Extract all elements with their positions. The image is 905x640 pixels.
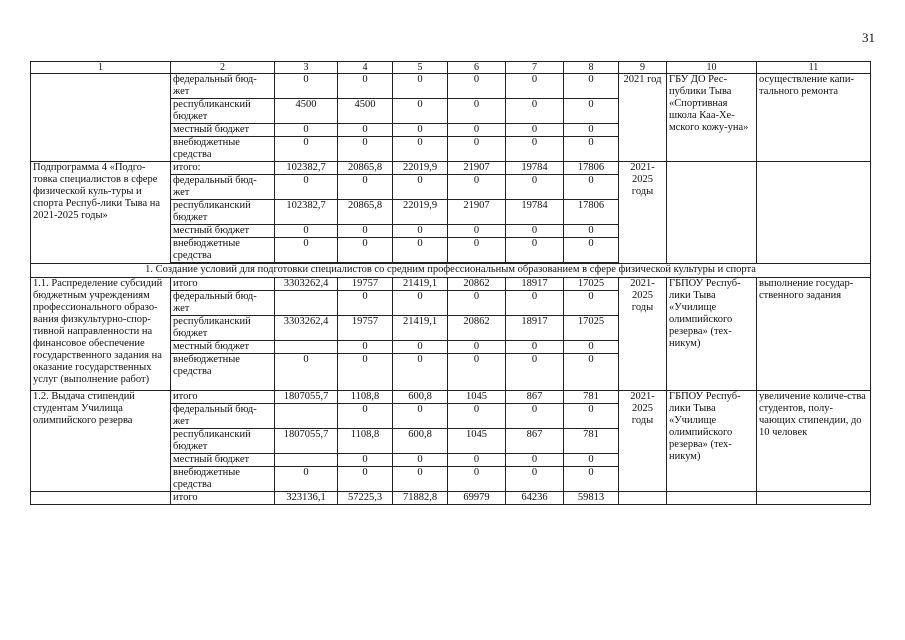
executor-cell: ГБПОУ Респуб-лики Тыва «Училище олимпийского резерва» (тех-никум) (667, 391, 757, 492)
value-cell: 18917 (506, 278, 564, 291)
value-cell: 1045 (448, 391, 506, 404)
value-cell: 19757 (338, 278, 393, 291)
value-cell: 0 (564, 341, 619, 354)
result-cell: осуществление капи-тального ремонта (757, 74, 871, 162)
funding-source: республиканский бюджет (171, 316, 275, 341)
funding-source: федеральный бюд-жет (171, 404, 275, 429)
value-cell: 0 (275, 225, 338, 238)
value-cell: 867 (506, 391, 564, 404)
funding-source: внебюджетные средства (171, 137, 275, 162)
header-cell: 1 (31, 62, 171, 74)
table-row (31, 162, 871, 175)
funding-source: итого: (171, 162, 275, 175)
funding-source: местный бюджет (171, 124, 275, 137)
value-cell: 0 (393, 124, 448, 137)
value-cell: 102382,7 (275, 162, 338, 175)
value-cell: 20862 (448, 316, 506, 341)
value-cell: 0 (393, 137, 448, 162)
value-cell: 59813 (564, 492, 619, 505)
period-cell (619, 492, 667, 505)
value-cell: 0 (338, 404, 393, 429)
header-cell: 6 (448, 62, 506, 74)
value-cell: 0 (393, 238, 448, 263)
value-cell: 17806 (564, 162, 619, 175)
header-cell: 10 (667, 62, 757, 74)
value-cell: 0 (564, 74, 619, 99)
value-cell: 0 (393, 467, 448, 492)
value-cell: 0 (564, 404, 619, 429)
header-cell: 3 (275, 62, 338, 74)
value-cell: 21907 (448, 200, 506, 225)
section-title: 1. Создание условий для подготовки специалистов со средним профессиональным образованием в сфере физической культуры и спорта (31, 264, 871, 278)
value-cell: 0 (448, 99, 506, 124)
table-row (31, 391, 871, 404)
header-cell: 5 (393, 62, 448, 74)
value-cell: 0 (506, 175, 564, 200)
value-cell: 0 (564, 225, 619, 238)
value-cell: 0 (393, 99, 448, 124)
value-cell: 0 (393, 291, 448, 316)
executor-cell (667, 162, 757, 264)
value-cell: 600,8 (393, 429, 448, 454)
value-cell: 4500 (338, 99, 393, 124)
value-cell: 0 (448, 225, 506, 238)
value-cell: 0 (338, 454, 393, 467)
value-cell: 0 (448, 454, 506, 467)
funding-source: федеральный бюд-жет (171, 291, 275, 316)
value-cell: 0 (506, 74, 564, 99)
value-cell: 0 (338, 225, 393, 238)
value-cell: 1108,8 (338, 391, 393, 404)
value-cell: 600,8 (393, 391, 448, 404)
value-cell: 17806 (564, 200, 619, 225)
value-cell: 0 (393, 404, 448, 429)
value-cell: 0 (448, 238, 506, 263)
value-cell: 0 (393, 175, 448, 200)
value-cell: 0 (564, 124, 619, 137)
value-cell: 0 (275, 467, 338, 492)
value-cell: 19757 (338, 316, 393, 341)
value-cell: 0 (448, 354, 506, 391)
header-cell: 7 (506, 62, 564, 74)
value-cell (275, 341, 338, 354)
value-cell: 0 (564, 175, 619, 200)
program-table (30, 61, 871, 505)
value-cell: 3303262,4 (275, 278, 338, 291)
value-cell: 19784 (506, 200, 564, 225)
value-cell: 3303262,4 (275, 316, 338, 341)
funding-source: местный бюджет (171, 454, 275, 467)
value-cell: 0 (393, 341, 448, 354)
value-cell: 0 (448, 291, 506, 316)
empty-name-cell (31, 74, 171, 162)
value-cell: 0 (275, 175, 338, 200)
value-cell: 0 (393, 354, 448, 391)
value-cell: 1807055,7 (275, 391, 338, 404)
value-cell: 57225,3 (338, 492, 393, 505)
value-cell: 0 (275, 354, 338, 391)
header-cell: 8 (564, 62, 619, 74)
value-cell: 21907 (448, 162, 506, 175)
value-cell: 0 (338, 124, 393, 137)
funding-source: итого (171, 391, 275, 404)
value-cell: 0 (448, 341, 506, 354)
value-cell: 0 (338, 238, 393, 263)
value-cell: 0 (564, 354, 619, 391)
value-cell: 0 (564, 137, 619, 162)
executor-cell (667, 492, 757, 505)
funding-source: федеральный бюд-жет (171, 74, 275, 99)
result-cell: выполнение государ-ственного задания (757, 278, 871, 391)
value-cell: 0 (506, 341, 564, 354)
value-cell: 0 (448, 124, 506, 137)
funding-source: итого (171, 492, 275, 505)
value-cell: 0 (338, 467, 393, 492)
value-cell: 0 (448, 175, 506, 200)
value-cell: 18917 (506, 316, 564, 341)
page-number: 31 (862, 30, 875, 45)
value-cell: 71882,8 (393, 492, 448, 505)
value-cell: 0 (393, 225, 448, 238)
value-cell: 0 (275, 74, 338, 99)
table-row (31, 74, 871, 99)
value-cell: 0 (338, 74, 393, 99)
period-cell: 2021 год (619, 74, 667, 162)
value-cell: 0 (506, 137, 564, 162)
period-cell: 2021-2025 годы (619, 278, 667, 391)
value-cell: 21419,1 (393, 316, 448, 341)
period-cell: 2021-2025 годы (619, 391, 667, 492)
value-cell: 102382,7 (275, 200, 338, 225)
value-cell: 867 (506, 429, 564, 454)
value-cell: 0 (564, 467, 619, 492)
value-cell: 0 (338, 137, 393, 162)
value-cell: 69979 (448, 492, 506, 505)
value-cell: 17025 (564, 278, 619, 291)
value-cell: 781 (564, 391, 619, 404)
value-cell: 0 (393, 454, 448, 467)
executor-cell: ГБУ ДО Рес-публики Тыва «Спортивная школа Каа-Хе-мского кожу-уна» (667, 74, 757, 162)
subprogram-name: Подпрограмма 4 «Подго-товка специалистов в сфере физической куль-туры и спорта Респуб-лики Тыва на 2021-2025 годы» (31, 162, 171, 264)
funding-source: внебюджетные средства (171, 238, 275, 263)
header-cell: 9 (619, 62, 667, 74)
header-cell: 2 (171, 62, 275, 74)
value-cell: 20862 (448, 278, 506, 291)
period-cell: 2021-2025 годы (619, 162, 667, 264)
result-cell (757, 492, 871, 505)
value-cell: 323136,1 (275, 492, 338, 505)
value-cell: 0 (506, 291, 564, 316)
measure-name: 1.2. Выдача стипендий студентам Училища олимпийского резерва (31, 391, 171, 492)
table-row (31, 278, 871, 291)
section-row (31, 264, 871, 278)
value-cell: 0 (275, 137, 338, 162)
value-cell: 4500 (275, 99, 338, 124)
value-cell: 22019,9 (393, 162, 448, 175)
value-cell: 20865,8 (338, 162, 393, 175)
value-cell: 64236 (506, 492, 564, 505)
value-cell: 0 (506, 99, 564, 124)
value-cell: 0 (506, 124, 564, 137)
empty-name-cell (31, 492, 171, 505)
value-cell: 0 (506, 454, 564, 467)
value-cell: 20865,8 (338, 200, 393, 225)
value-cell: 1045 (448, 429, 506, 454)
value-cell: 0 (448, 74, 506, 99)
result-cell: увеличение количе-ства студентов, полу-чающих стипендии, до 10 человек (757, 391, 871, 492)
header-cell: 11 (757, 62, 871, 74)
funding-source: местный бюджет (171, 225, 275, 238)
funding-source: федеральный бюд-жет (171, 175, 275, 200)
header-row (31, 62, 871, 74)
value-cell: 19784 (506, 162, 564, 175)
value-cell (275, 404, 338, 429)
value-cell: 0 (506, 225, 564, 238)
value-cell: 0 (564, 454, 619, 467)
measure-name: 1.1. Распределение субсидий бюджетным учреждениям профессионального образо-вания физкультурно-спор-тивной направленности на финансовое обеспечение государственного задания на оказание государственных услуг (выполнение работ) (31, 278, 171, 391)
value-cell: 0 (506, 467, 564, 492)
value-cell: 1807055,7 (275, 429, 338, 454)
funding-source: республиканский бюджет (171, 200, 275, 225)
value-cell (275, 291, 338, 316)
executor-cell: ГБПОУ Респуб-лики Тыва «Училище олимпийского резерва» (тех-никум) (667, 278, 757, 391)
value-cell: 0 (448, 404, 506, 429)
value-cell: 0 (338, 175, 393, 200)
funding-source: внебюджетные средства (171, 467, 275, 492)
value-cell: 0 (275, 124, 338, 137)
funding-source: республиканский бюджет (171, 99, 275, 124)
funding-source: внебюджетные средства (171, 354, 275, 391)
value-cell: 0 (506, 404, 564, 429)
value-cell (275, 454, 338, 467)
funding-source: местный бюджет (171, 341, 275, 354)
value-cell: 0 (506, 238, 564, 263)
value-cell: 0 (338, 341, 393, 354)
value-cell: 781 (564, 429, 619, 454)
value-cell: 17025 (564, 316, 619, 341)
result-cell (757, 162, 871, 264)
value-cell: 0 (564, 99, 619, 124)
value-cell: 0 (448, 137, 506, 162)
value-cell: 0 (506, 354, 564, 391)
table-row (31, 492, 871, 505)
value-cell: 0 (275, 238, 338, 263)
value-cell: 1108,8 (338, 429, 393, 454)
value-cell: 22019,9 (393, 200, 448, 225)
value-cell: 0 (448, 467, 506, 492)
value-cell: 0 (564, 238, 619, 263)
value-cell: 0 (564, 291, 619, 316)
funding-source: итого (171, 278, 275, 291)
value-cell: 21419,1 (393, 278, 448, 291)
header-cell: 4 (338, 62, 393, 74)
value-cell: 0 (338, 291, 393, 316)
value-cell: 0 (393, 74, 448, 99)
funding-source: республиканский бюджет (171, 429, 275, 454)
value-cell: 0 (338, 354, 393, 391)
